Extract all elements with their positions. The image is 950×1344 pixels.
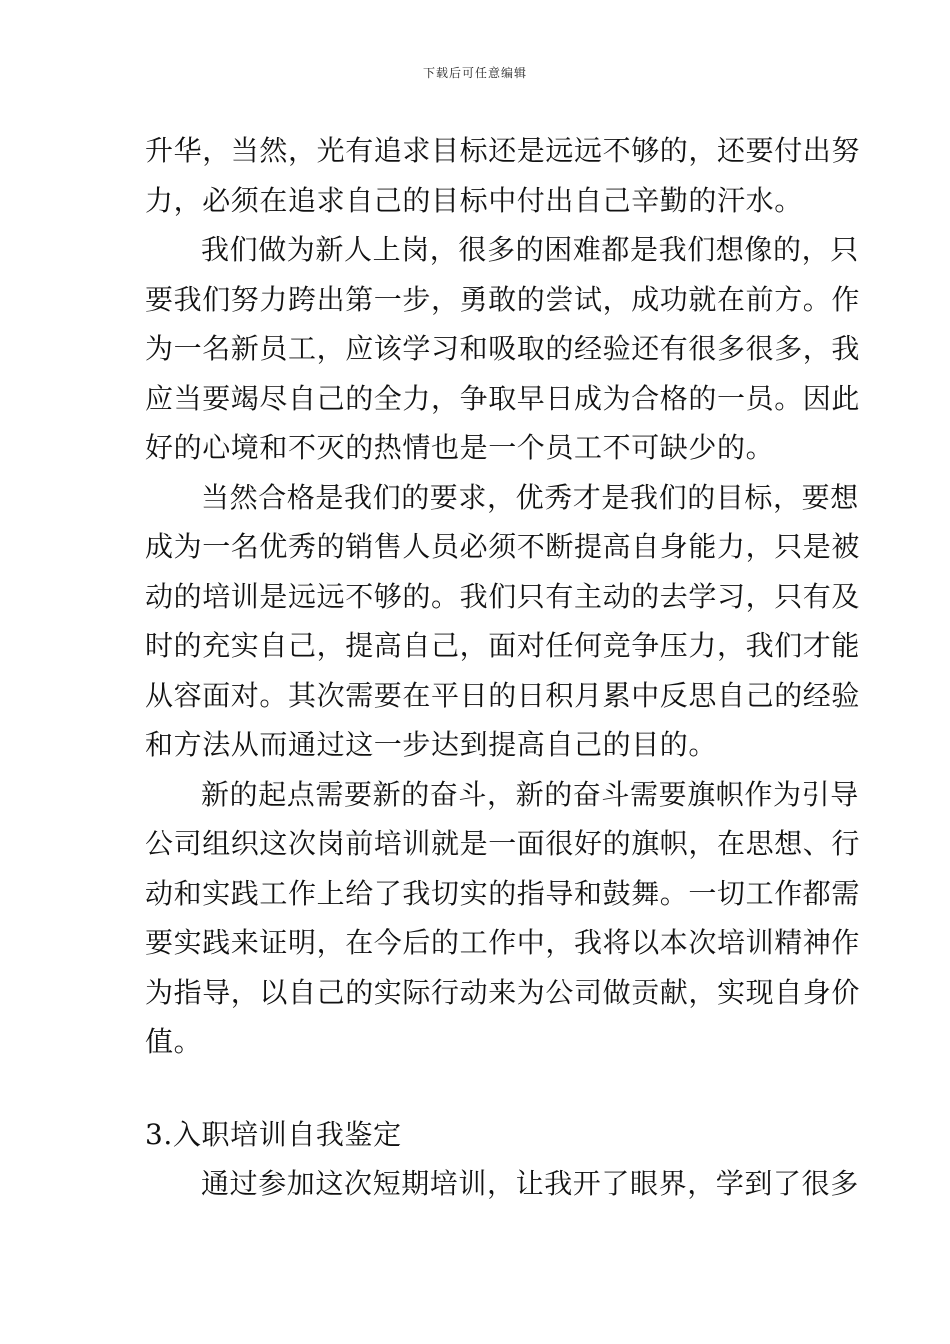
section-heading: 3.入职培训自我鉴定 [145, 1117, 402, 1151]
text-line: 力，必须在追求自己的目标中付出自己辛勤的汗水。 [145, 183, 803, 217]
text-line: 为指导，以自己的实际行动来为公司做贡献，实现自身价 [145, 975, 861, 1009]
header-note: 下载后可任意编辑 [422, 66, 527, 80]
text-line: 时的充实自己，提高自己，面对任何竞争压力，我们才能 [145, 629, 861, 662]
paragraph-start-line: 通过参加这次短期培训，让我开了眼界，学到了很多 [201, 1167, 859, 1200]
paragraph-start-line: 我们做为新人上岗，很多的困难都是我们想像的，只 [201, 233, 859, 266]
text-line: 要实践来证明，在今后的工作中，我将以本次培训精神作 [145, 926, 861, 959]
text-line: 值。 [145, 1025, 203, 1058]
text-line: 和方法从而通过这一步达到提高自己的目的。 [145, 728, 718, 761]
text-line: 应当要竭尽自己的全力，争取早日成为合格的一员。因此 [145, 381, 861, 415]
text-line: 好的心境和不灭的热情也是一个员工不可缺少的。 [145, 431, 775, 464]
text-line: 为一名新员工，应该学习和吸取的经验还有很多很多，我 [145, 332, 861, 365]
paragraph-start-line: 当然合格是我们的要求，优秀才是我们的目标，要想 [201, 480, 859, 514]
text-line: 动和实践工作上给了我切实的指导和鼓舞。一切工作都需 [145, 876, 861, 910]
text-line: 升华，当然，光有追求目标还是远远不够的，还要付出努 [145, 134, 861, 167]
text-line: 要我们努力跨出第一步，勇敢的尝试，成功就在前方。作 [145, 282, 861, 316]
text-line: 公司组织这次岗前培训就是一面很好的旗帜，在思想、行 [145, 827, 861, 860]
document-body [145, 126, 861, 1209]
section-gap [145, 1067, 810, 1110]
text-line: 成为一名优秀的销售人员必须不断提高自身能力，只是被 [145, 530, 861, 563]
text-line: 从容面对。其次需要在平日的日积月累中反思自己的经验 [145, 678, 861, 712]
paragraph-start-line: 新的起点需要新的奋斗，新的奋斗需要旗帜作为引导 [201, 777, 859, 811]
text-line: 动的培训是远远不够的。我们只有主动的去学习，只有及 [145, 579, 861, 613]
